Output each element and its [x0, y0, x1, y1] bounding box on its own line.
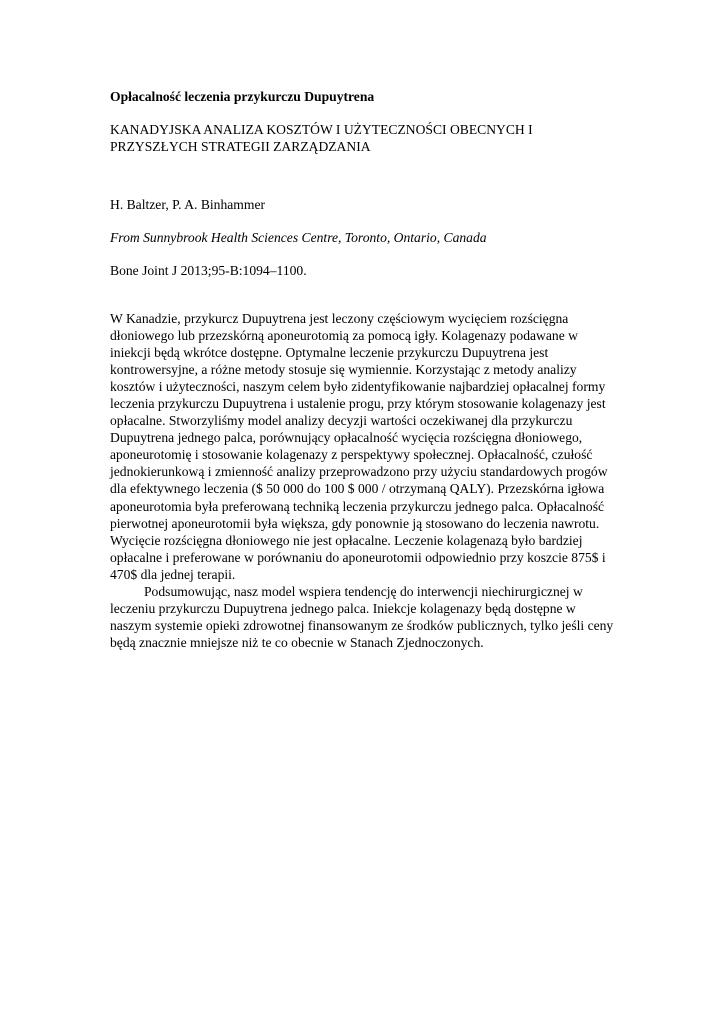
- document-citation: Bone Joint J 2013;95-B:1094–1100.: [110, 263, 307, 278]
- document-affiliation: From Sunnybrook Health Sciences Centre, Toronto, Ontario, Canada: [110, 230, 487, 245]
- abstract-paragraph-conclusion: Podsumowując, nasz model wspiera tendencję do interwencji niechirurgicznej w leczeniu przykurczu Dupuytrena jednego palca. Iniekcje kolagenazy będą dostępne w naszym systemie opieki zdrowotnej finansowanym ze środków publicznych, tylko jeśli ceny będą znacznie mniejsze niż te co obecnie w Stanach Zjednoczonych.: [110, 583, 614, 650]
- abstract-body: [110, 310, 618, 651]
- document-title: Opłacalność leczenia przykurczu Dupuytrena: [110, 89, 375, 104]
- document-authors: H. Baltzer, P. A. Binhammer: [110, 197, 266, 212]
- document-subtitle: KANADYJSKA ANALIZA KOSZTÓW I UŻYTECZNOŚCI OBECNYCH I PRZYSZŁYCH STRATEGII ZARZĄDZANIA: [110, 122, 533, 154]
- document-page: [110, 88, 618, 651]
- abstract-paragraph: W Kanadzie, przykurcz Dupuytrena jest leczony częściowym wycięciem rozścięgna dłoniowego lub przezskórną aponeurotomią za pomocą igły. Kolagenazy podawane w iniekcji będą wkrótce dostępne. Optymalne leczenie przykurczu Dupuytrena jest kontrowersyjne, a różne metody stosuje się wymiennie. Korzystając z metody analizy kosztów i użyteczności, naszym celem było zidentyfikowanie najbardziej opłacalnej formy leczenia przykurczu Dupuytrena i ustalenie progu, przy którym stosowanie kolagenazy jest opłacalne. Stworzyliśmy model analizy decyzji wartości oczekiwanej dla przykurczu Dupuytrena jednego palca, porównujący opłacalność wycięcia rozścięgna dłoniowego, aponeurotomię i stosowanie kolagenazy z perspektywy społecznej. Opłacalność, czułość jednokierunkową i zmienność analizy przeprowadzono przy użyciu standardowych progów dla efektywnego leczenia ($ 50 000 do 100 $ 000 / otrzymaną QALY). Przezskórna igłowa aponeurotomia była preferowaną techniką leczenia przykurczu jednego palca. Opłacalność pierwotnej aponeurotomii była większa, gdy ponownie ją stosowano do leczenia nawrotu. Wycięcie rozścięgna dłoniowego nie jest opłacalne. Leczenie kolagenazą było bardziej opłacalne i preferowane w porównaniu do aponeurotomii odpowiednio przy koszcie 875$ i 470$ dla jednej terapii.: [110, 311, 608, 582]
